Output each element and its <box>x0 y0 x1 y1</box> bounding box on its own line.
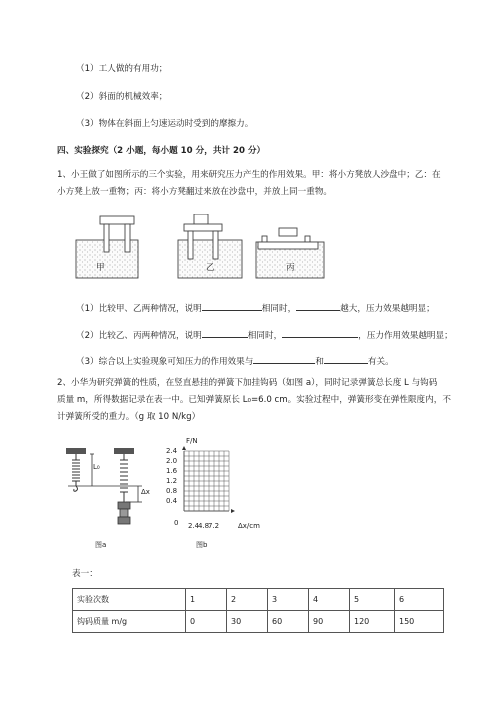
prev-question-2: （2）斜面的机械效率； <box>76 92 168 102</box>
table-cell: 3 <box>268 589 309 611</box>
y-tick-label: 2.0 <box>166 457 178 465</box>
answer-blank[interactable] <box>324 354 368 364</box>
spring-loaded <box>120 454 128 502</box>
table-cell: 2 <box>227 589 268 611</box>
table-title: 表一： <box>72 569 98 579</box>
q1-sub-1: （1）比较甲、乙两种情况，说明 相同时， 越大，压力效果越明显； <box>76 301 435 315</box>
tray-label-yi: 乙 <box>206 263 215 273</box>
x-axis-arrow <box>231 509 235 513</box>
spring-figure-a <box>64 446 148 542</box>
q1-sub-3: （3）综合以上实验现象可知压力的作用效果与 和 有关。 <box>76 354 394 368</box>
q2-line-2: 质量 m，所得数据记录在表一中。已知弹簧原长 L₀=6.0 cm。实验过程中，弹簧形变在弹性限度内，不 <box>57 395 451 405</box>
q1-sub-2: （2）比较乙、丙两种情况，说明 相同时， ，压力作用效果越明显； <box>76 328 453 342</box>
dx-label: Δx <box>141 488 150 496</box>
tray-label-bing: 丙 <box>286 263 295 273</box>
tray-label-jia: 甲 <box>96 263 105 273</box>
table-row-header: 实验次数 <box>73 589 186 611</box>
section-heading: 四、实验探究（2 小题，每小题 10 分，共计 20 分） <box>57 146 266 156</box>
answer-blank[interactable] <box>253 354 315 364</box>
data-table <box>72 588 444 633</box>
y-axis-label: F/N <box>186 437 198 445</box>
y-tick-label: 1.2 <box>166 477 178 485</box>
hook-weight <box>118 502 130 524</box>
table-cell: 60 <box>268 611 309 633</box>
q1-intro-line-2: 小方凳上放一重物；丙：将小方凳翻过来放在沙盘中，并放上同一重物。 <box>57 187 333 197</box>
x-axis-label: Δx/cm <box>238 522 260 530</box>
y-tick-label: 0.8 <box>166 487 178 495</box>
answer-blank[interactable] <box>296 301 340 311</box>
origin-label: 0 <box>174 519 179 527</box>
figure-b-caption: 图b <box>196 541 208 549</box>
table-row <box>73 611 444 633</box>
table-cell: 90 <box>309 611 350 633</box>
q1-intro-line-1: 1、小王做了如图所示的三个实验，用来研究压力产生的作用效果。甲：将小方凳放人沙盘中；乙：在 <box>57 170 441 180</box>
tray-jia <box>76 216 138 278</box>
table-cell: 5 <box>350 589 395 611</box>
table-cell: 6 <box>395 589 444 611</box>
table-row-header: 钩码质量 m/g <box>73 611 186 633</box>
y-tick-label: 1.6 <box>166 467 178 475</box>
table-cell: 0 <box>186 611 227 633</box>
table-cell: 4 <box>309 589 350 611</box>
answer-blank[interactable] <box>202 301 262 311</box>
y-tick-label: 0.4 <box>166 497 178 505</box>
x-tick-label: 2.4 <box>188 522 200 530</box>
graph-grid-b <box>176 445 236 519</box>
q2-line-3: 计弹簧所受的重力。（g 取 10 N/kg） <box>57 412 201 422</box>
prev-question-3: （3）物体在斜面上匀速运动时受到的摩擦力。 <box>76 119 254 129</box>
table-row <box>73 589 444 611</box>
table-cell: 1 <box>186 589 227 611</box>
table-cell: 150 <box>395 611 444 633</box>
x-tick-label: 4.8 <box>198 522 210 530</box>
prev-question-1: （1）工人做的有用功； <box>76 64 168 74</box>
l0-label: L₀ <box>93 463 100 471</box>
y-tick-label: 2.4 <box>166 447 178 455</box>
x-tick-label: 7.2 <box>208 522 220 530</box>
table-cell: 30 <box>227 611 268 633</box>
table-cell: 120 <box>350 611 395 633</box>
q2-line-1: 2、小华为研究弹簧的性质，在竖直悬挂的弹簧下加挂钩码（如图 a），同时记录弹簧总长度 L 与钩码 <box>57 378 438 388</box>
figure-a-caption: 图a <box>95 541 107 549</box>
answer-blank[interactable] <box>202 328 248 338</box>
answer-blank[interactable] <box>282 328 358 338</box>
